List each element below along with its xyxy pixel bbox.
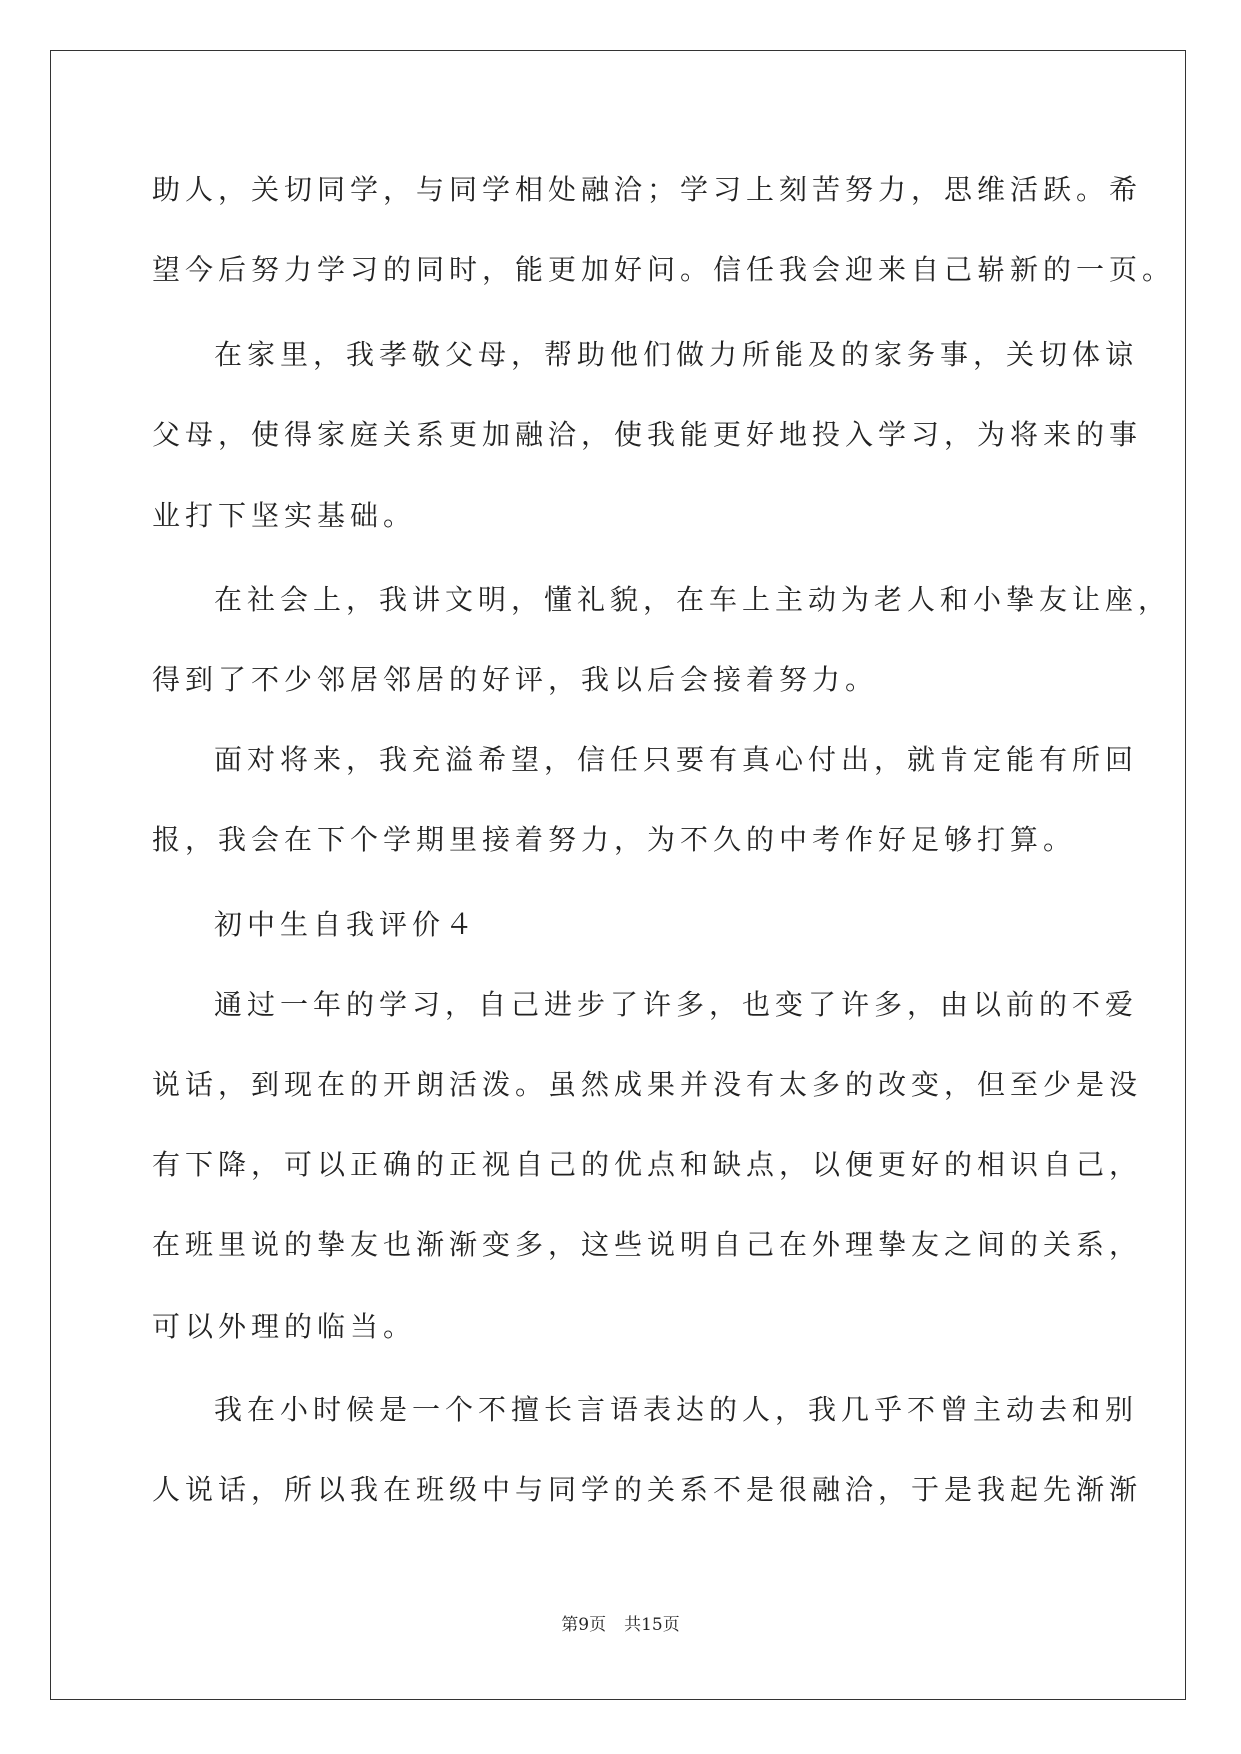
paragraph-line: 望今后努力学习的同时，能更加好问。信任我会迎来自己崭新的一页。: [152, 253, 1176, 286]
paragraph-line: 助人，关切同学，与同学相处融洽；学习上刻苦努力，思维活跃。希: [152, 173, 1143, 206]
paragraph-line: 说话，到现在的开朗活泼。虽然成果并没有太多的改变，但至少是没: [152, 1068, 1143, 1101]
page-total: 共15页: [624, 1615, 680, 1635]
paragraph-line: 父母，使得家庭关系更加融洽，使我能更好地投入学习，为将来的事: [152, 418, 1143, 451]
paragraph-line: 通过一年的学习，自己进步了许多，也变了许多，由以前的不爱: [214, 988, 1139, 1021]
paragraph-line: 在家里，我孝敬父母，帮助他们做力所能及的家务事，关切体谅: [214, 338, 1139, 371]
paragraph-line: 在社会上，我讲文明，懂礼貌，在车上主动为老人和小挚友让座，: [214, 583, 1172, 616]
paragraph-line: 在班里说的挚友也渐渐变多，这些说明自己在外理挚友之间的关系，: [152, 1228, 1143, 1261]
paragraph-line: 可以外理的临当。: [152, 1310, 417, 1343]
paragraph-line: 人说话，所以我在班级中与同学的关系不是很融洽，于是我起先渐渐: [152, 1473, 1143, 1506]
section-heading: 初中生自我评价４: [214, 908, 479, 941]
page-footer: [0, 1610, 1241, 1635]
paragraph-line: 报，我会在下个学期里接着努力，为不久的中考作好足够打算。: [152, 823, 1077, 856]
paragraph-line: 我在小时候是一个不擅长言语表达的人，我几乎不曾主动去和别: [214, 1393, 1139, 1426]
paragraph-line: 得到了不少邻居邻居的好评，我以后会接着努力。: [152, 663, 879, 696]
paragraph-line: 面对将来，我充溢希望，信任只要有真心付出，就肯定能有所回: [214, 743, 1139, 776]
page-number: 第9页: [561, 1615, 607, 1635]
page-border: [50, 50, 1186, 1700]
paragraph-line: 业打下坚实基础。: [152, 499, 417, 532]
paragraph-line: 有下降，可以正确的正视自己的优点和缺点，以便更好的相识自己，: [152, 1148, 1143, 1181]
